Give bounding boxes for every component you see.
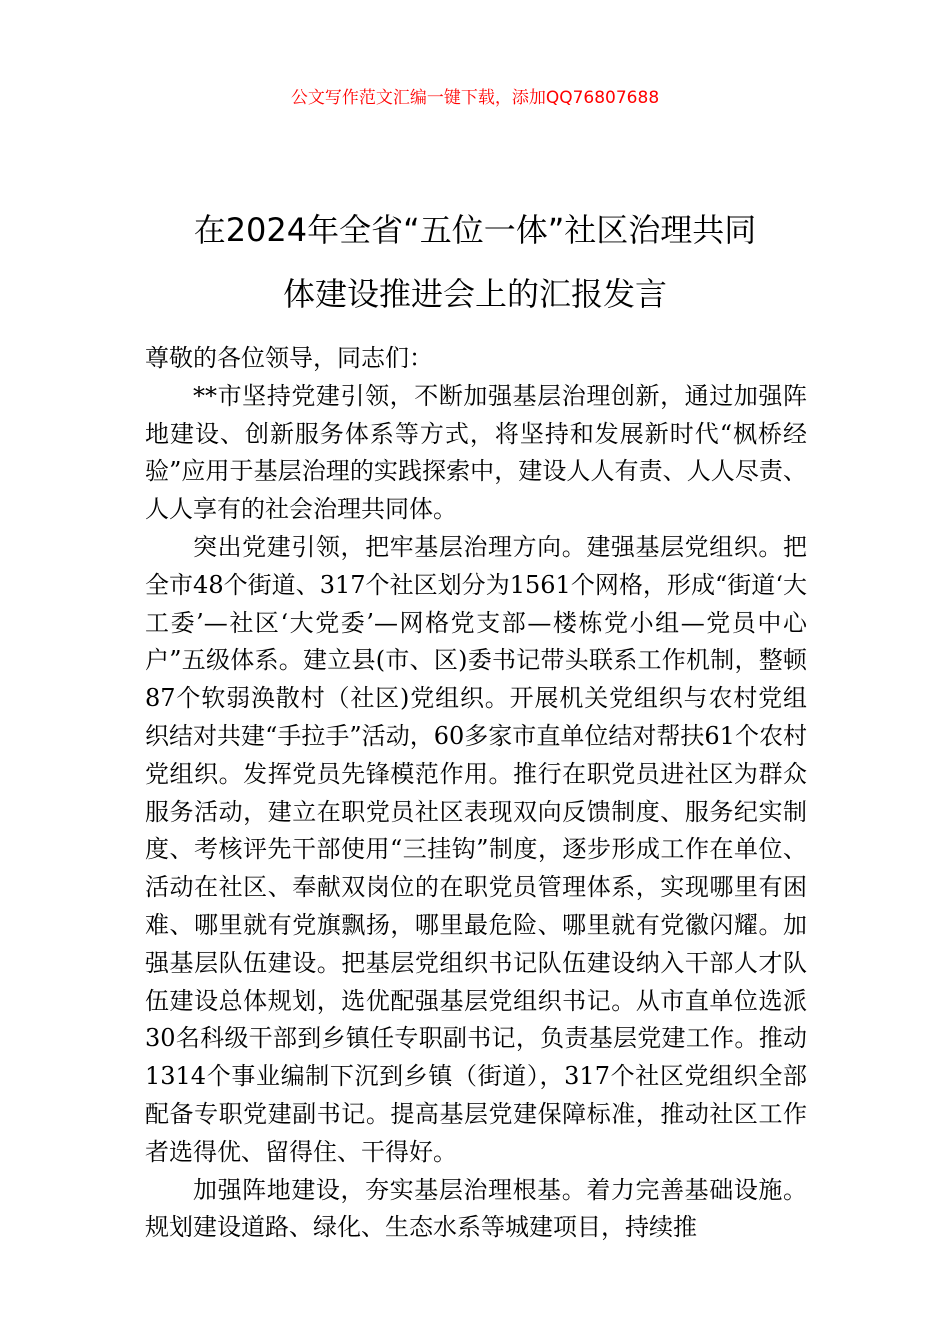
title-line-2: 体建设推进会上的汇报发言 — [282, 275, 667, 314]
document-body — [145, 340, 807, 1247]
paragraph-position-building: 加强阵地建设，夯实基层治理根基。着力完善基础设施。规划建设道路、绿化、生态水系等城建项目，持续推 — [145, 1175, 807, 1242]
document-title — [145, 198, 805, 326]
paragraph-party-building: 突出党建引领，把牢基层治理方向。建强基层党组织。把全市48个街道、317个社区划分为1561个网格，形成“街道‘大工委’—社区‘大党委’—网格党支部—楼栋党小组—党员中心户”五级体系。建立县(市、区)委书记带头联系工作机制，整顿87个软弱涣散村（社区)党组织。开展机关党组织与农村党组织结对共建“手拉手”活动，60多家市直单位结对帮扶61个农村党组织。发挥党员先锋模范作用。推行在职党员进社区为群众服务活动，建立在职党员社区表现双向反馈制度、服务纪实制度、考核评先干部使用“三挂钩”制度，逐步形成工作在单位、活动在社区、奉献双岗位的在职党员管理体系，实现哪里有困难、哪里就有党旗飘扬，哪里最危险、哪里就有党徽闪耀。加强基层队伍建设。把基层党组织书记队伍建设纳入干部人才队伍建设总体规划，选优配强基层党组织书记。从市直单位选派30名科级干部到乡镇任专职副书记，负责基层党建工作。推动1314个事业编制下沉到乡镇（街道），317个社区党组织全部配备专职党建副书记。提高基层党建保障标准，推动社区工作者选得优、留得住、干得好。 — [145, 532, 807, 1166]
paragraph-intro: **市坚持党建引领，不断加强基层治理创新，通过加强阵地建设、创新服务体系等方式，将坚持和发展新时代“枫桥经验”应用于基层治理的实践探索中，建设人人有责、人人尽责、人人享有的社会治理共同体。 — [145, 381, 807, 524]
download-notice: 公文写作范文汇编一键下载，添加QQ76807688 — [290, 88, 660, 108]
title-line-1: 在2024年全省“五位一体”社区治理共同 — [193, 211, 757, 250]
salutation: 尊敬的各位领导，同志们： — [145, 344, 433, 372]
